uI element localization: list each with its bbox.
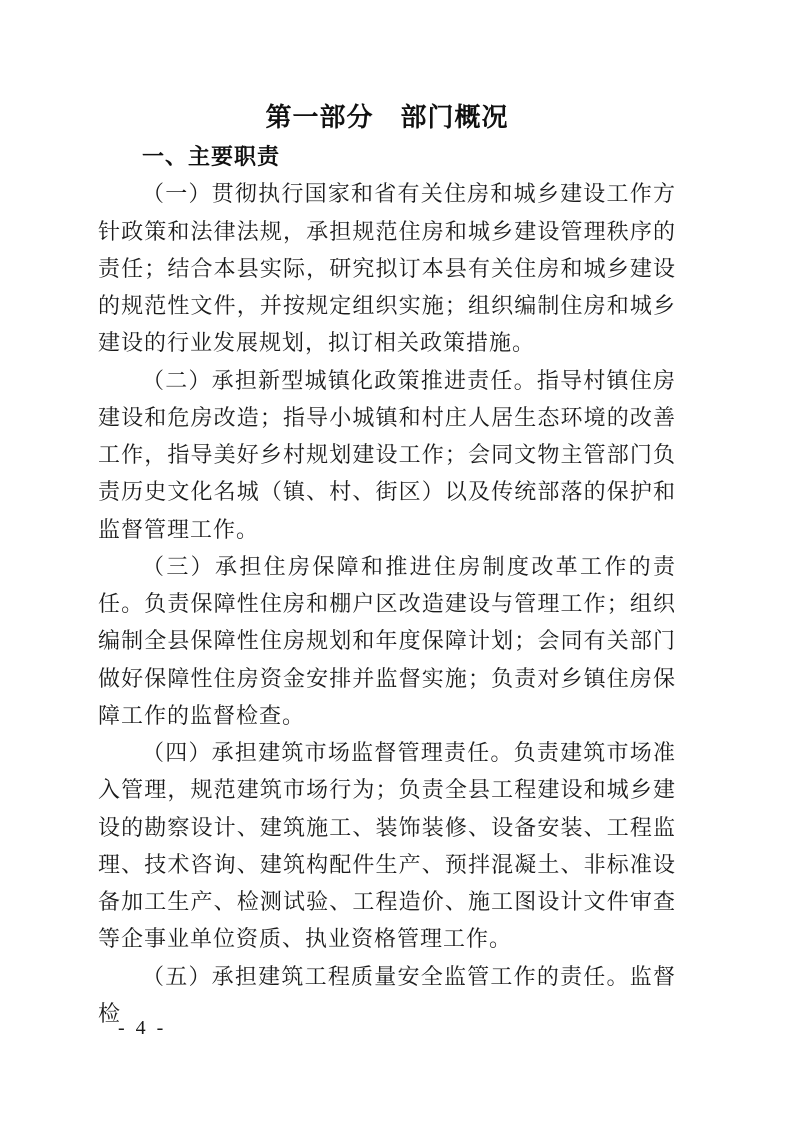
document-title: 第一部分 部门概况 (265, 102, 509, 132)
paragraph-4: （四）承担建筑市场监督管理责任。负责建筑市场准入管理，规范建筑市场行为；负责全县工程建设和城乡建设的勘察设计、建筑施工、装饰装修、设备安装、工程监理、技术咨询、建筑构配件生产、预拌混凝土、非标准设备加工生产、检测试验、工程造价、施工图设计文件审查等企事业单位资质、执业资格管理工作。 (98, 740, 676, 952)
paragraph-5: （五）承担建筑工程质量安全监管工作的责任。监督检 (98, 963, 676, 1026)
paragraph-2: （二）承担新型城镇化政策推进责任。指导村镇住房建设和危房改造；指导小城镇和村庄人居生态环境的改善工作，指导美好乡村规划建设工作；会同文物主管部门负责历史文化名城（镇、村、街区）以及传统部落的保护和监督管理工作。 (98, 367, 676, 542)
section-heading: 一、主要职责 (142, 144, 281, 169)
page-number: - 4 - (118, 1017, 167, 1039)
document-content (98, 100, 676, 1032)
paragraph-1: （一）贯彻执行国家和省有关住房和城乡建设工作方针政策和法律法规，承担规范住房和城乡建设管理秩序的责任；结合本县实际，研究拟订本县有关住房和城乡建设的规范性文件，并按规定组织实施；组织编制住房和城乡建设的行业发展规划，拟订相关政策措施。 (98, 181, 676, 356)
paragraph-3: （三）承担住房保障和推进住房制度改革工作的责任。负责保障性住房和棚户区改造建设与管理工作；组织编制全县保障性住房规划和年度保障计划；会同有关部门做好保障性住房资金安排并监督实施；负责对乡镇住房保障工作的监督检查。 (98, 553, 676, 728)
